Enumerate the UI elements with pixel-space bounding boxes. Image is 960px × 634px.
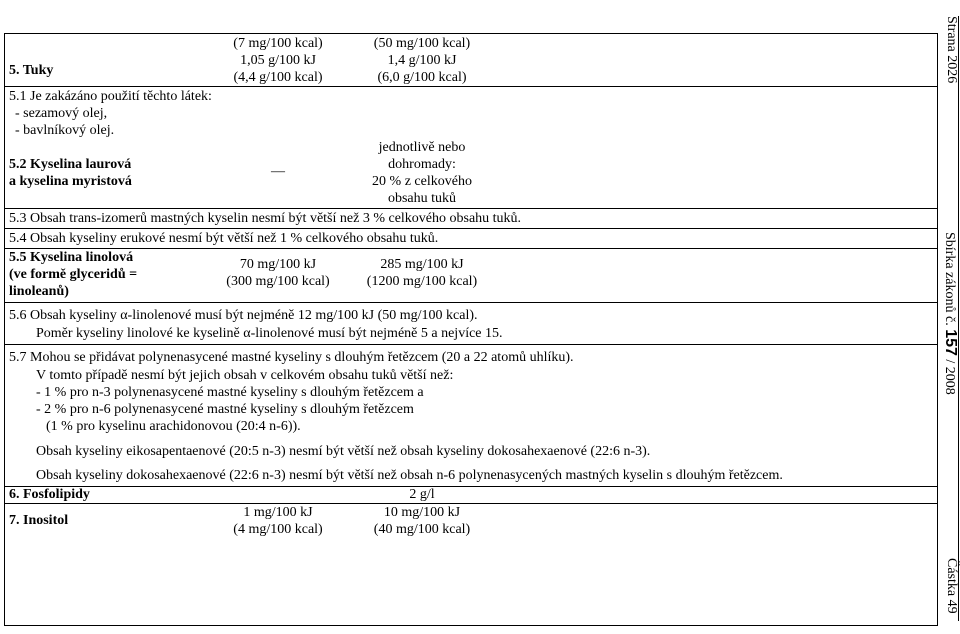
row53-text: 5.3 Obsah trans-izomerů mastných kyselin nesmí být větší než 3 % celkového obsahu tuků. <box>9 211 522 226</box>
row5-col2-b: (6,0 g/100 kcal) <box>377 70 467 85</box>
row-divider <box>4 248 938 249</box>
row57-line3: - 1 % pro n-3 polynenasycené mastné kyseliny s dlouhým řetězcem a <box>36 385 424 400</box>
page-number: Strana 2026 <box>944 16 959 84</box>
row-divider <box>4 344 938 345</box>
row52-col2-b: dohromady: <box>388 157 456 172</box>
row57-line4: - 2 % pro n-6 polynenasycené mastné kyseliny s dlouhým řetězcem <box>36 402 414 417</box>
row55-col1-b: (300 mg/100 kcal) <box>226 274 330 289</box>
row52-col2-d: obsahu tuků <box>387 191 457 206</box>
row-divider <box>4 302 938 303</box>
row-divider <box>4 486 938 487</box>
row5-col1-a: 1,05 g/100 kJ <box>240 53 316 68</box>
table-bottom-border <box>4 625 938 626</box>
row5-label: 5. Tuky <box>9 63 54 78</box>
row54-text: 5.4 Obsah kyseliny erukové nesmí být větší než 1 % celkového obsahu tuků. <box>9 231 439 246</box>
law-number: 157 <box>942 329 959 356</box>
row-divider <box>4 503 938 504</box>
row51-line1: 5.1 Je zakázáno použití těchto látek: <box>9 89 212 104</box>
row57-line7: Obsah kyseliny dokosahexaenové (22:6 n-3) nesmí být větší než obsah n-6 polynenasycených mastných kyselin s dlouhým řetězcem. <box>36 468 783 483</box>
prev-col2: (50 mg/100 kcal) <box>373 36 471 51</box>
row55-line2: (ve formě glyceridů = <box>9 267 138 282</box>
table-right-border <box>937 33 938 626</box>
row57-line1: 5.7 Mohou se přidávat polynenasycené mastné kyseliny s dlouhým řetězcem (20 a 22 atomů uhlíku). <box>9 350 574 365</box>
row55-col1-a: 70 mg/100 kJ <box>239 257 317 272</box>
table-left-border <box>4 33 5 626</box>
row56-line1: 5.6 Obsah kyseliny α-linolenové musí být nejméně 12 mg/100 kJ (50 mg/100 kcal). <box>9 308 478 323</box>
row51-line2: - sezamový olej, <box>15 106 108 121</box>
row6-label: 6. Fosfolipidy <box>9 487 90 502</box>
row6-value: 2 g/l <box>409 487 435 502</box>
row57-line6: Obsah kyseliny eikosapentaenové (20:5 n-3) nesmí být větší než obsah kyseliny dokosahexaenové (22:6 n-3). <box>36 444 651 459</box>
row52-line2: a kyselina myristová <box>9 174 132 189</box>
row-divider <box>4 228 938 229</box>
table-top-border <box>4 33 938 34</box>
collection-reference: Sbírka zákonů č. 157 / 2008 <box>942 232 959 395</box>
prev-col1: (7 mg/100 kcal) <box>233 36 323 51</box>
row-divider <box>4 86 938 87</box>
row52-col1-dash: — <box>271 164 285 179</box>
row55-col2-b: (1200 mg/100 kcal) <box>366 274 478 289</box>
row52-line1: 5.2 Kyselina laurová <box>9 157 132 172</box>
issue-number: Částka 49 <box>944 558 959 614</box>
row55-line3: linoleanů) <box>9 284 69 299</box>
row55-line1: 5.5 Kyselina linolová <box>9 250 134 265</box>
row56-line2: Poměr kyseliny linolové ke kyselině α-linolenové musí být nejméně 5 a nejvíce 15. <box>36 326 503 341</box>
row7-col2-b: (40 mg/100 kcal) <box>373 522 471 537</box>
row52-col2-c: 20 % z celkového <box>372 174 472 189</box>
row7-label: 7. Inositol <box>9 513 69 528</box>
row51-line3: - bavlníkový olej. <box>15 123 115 138</box>
row7-col1-b: (4 mg/100 kcal) <box>233 522 323 537</box>
row57-line5: (1 % pro kyselinu arachidonovou (20:4 n-6)). <box>46 419 301 434</box>
row5-col1-b: (4,4 g/100 kcal) <box>233 70 323 85</box>
page-right-rule <box>958 16 959 621</box>
row5-col2-a: 1,4 g/100 kJ <box>387 53 457 68</box>
row52-col2-a: jednotlivě nebo <box>378 140 466 155</box>
row-divider <box>4 208 938 209</box>
row7-col1-a: 1 mg/100 kJ <box>243 505 313 520</box>
row7-col2-a: 10 mg/100 kJ <box>383 505 461 520</box>
row57-line2: V tomto případě nesmí být jejich obsah v celkovém obsahu tuků větší než: <box>36 368 454 383</box>
row55-col2-a: 285 mg/100 kJ <box>380 257 464 272</box>
